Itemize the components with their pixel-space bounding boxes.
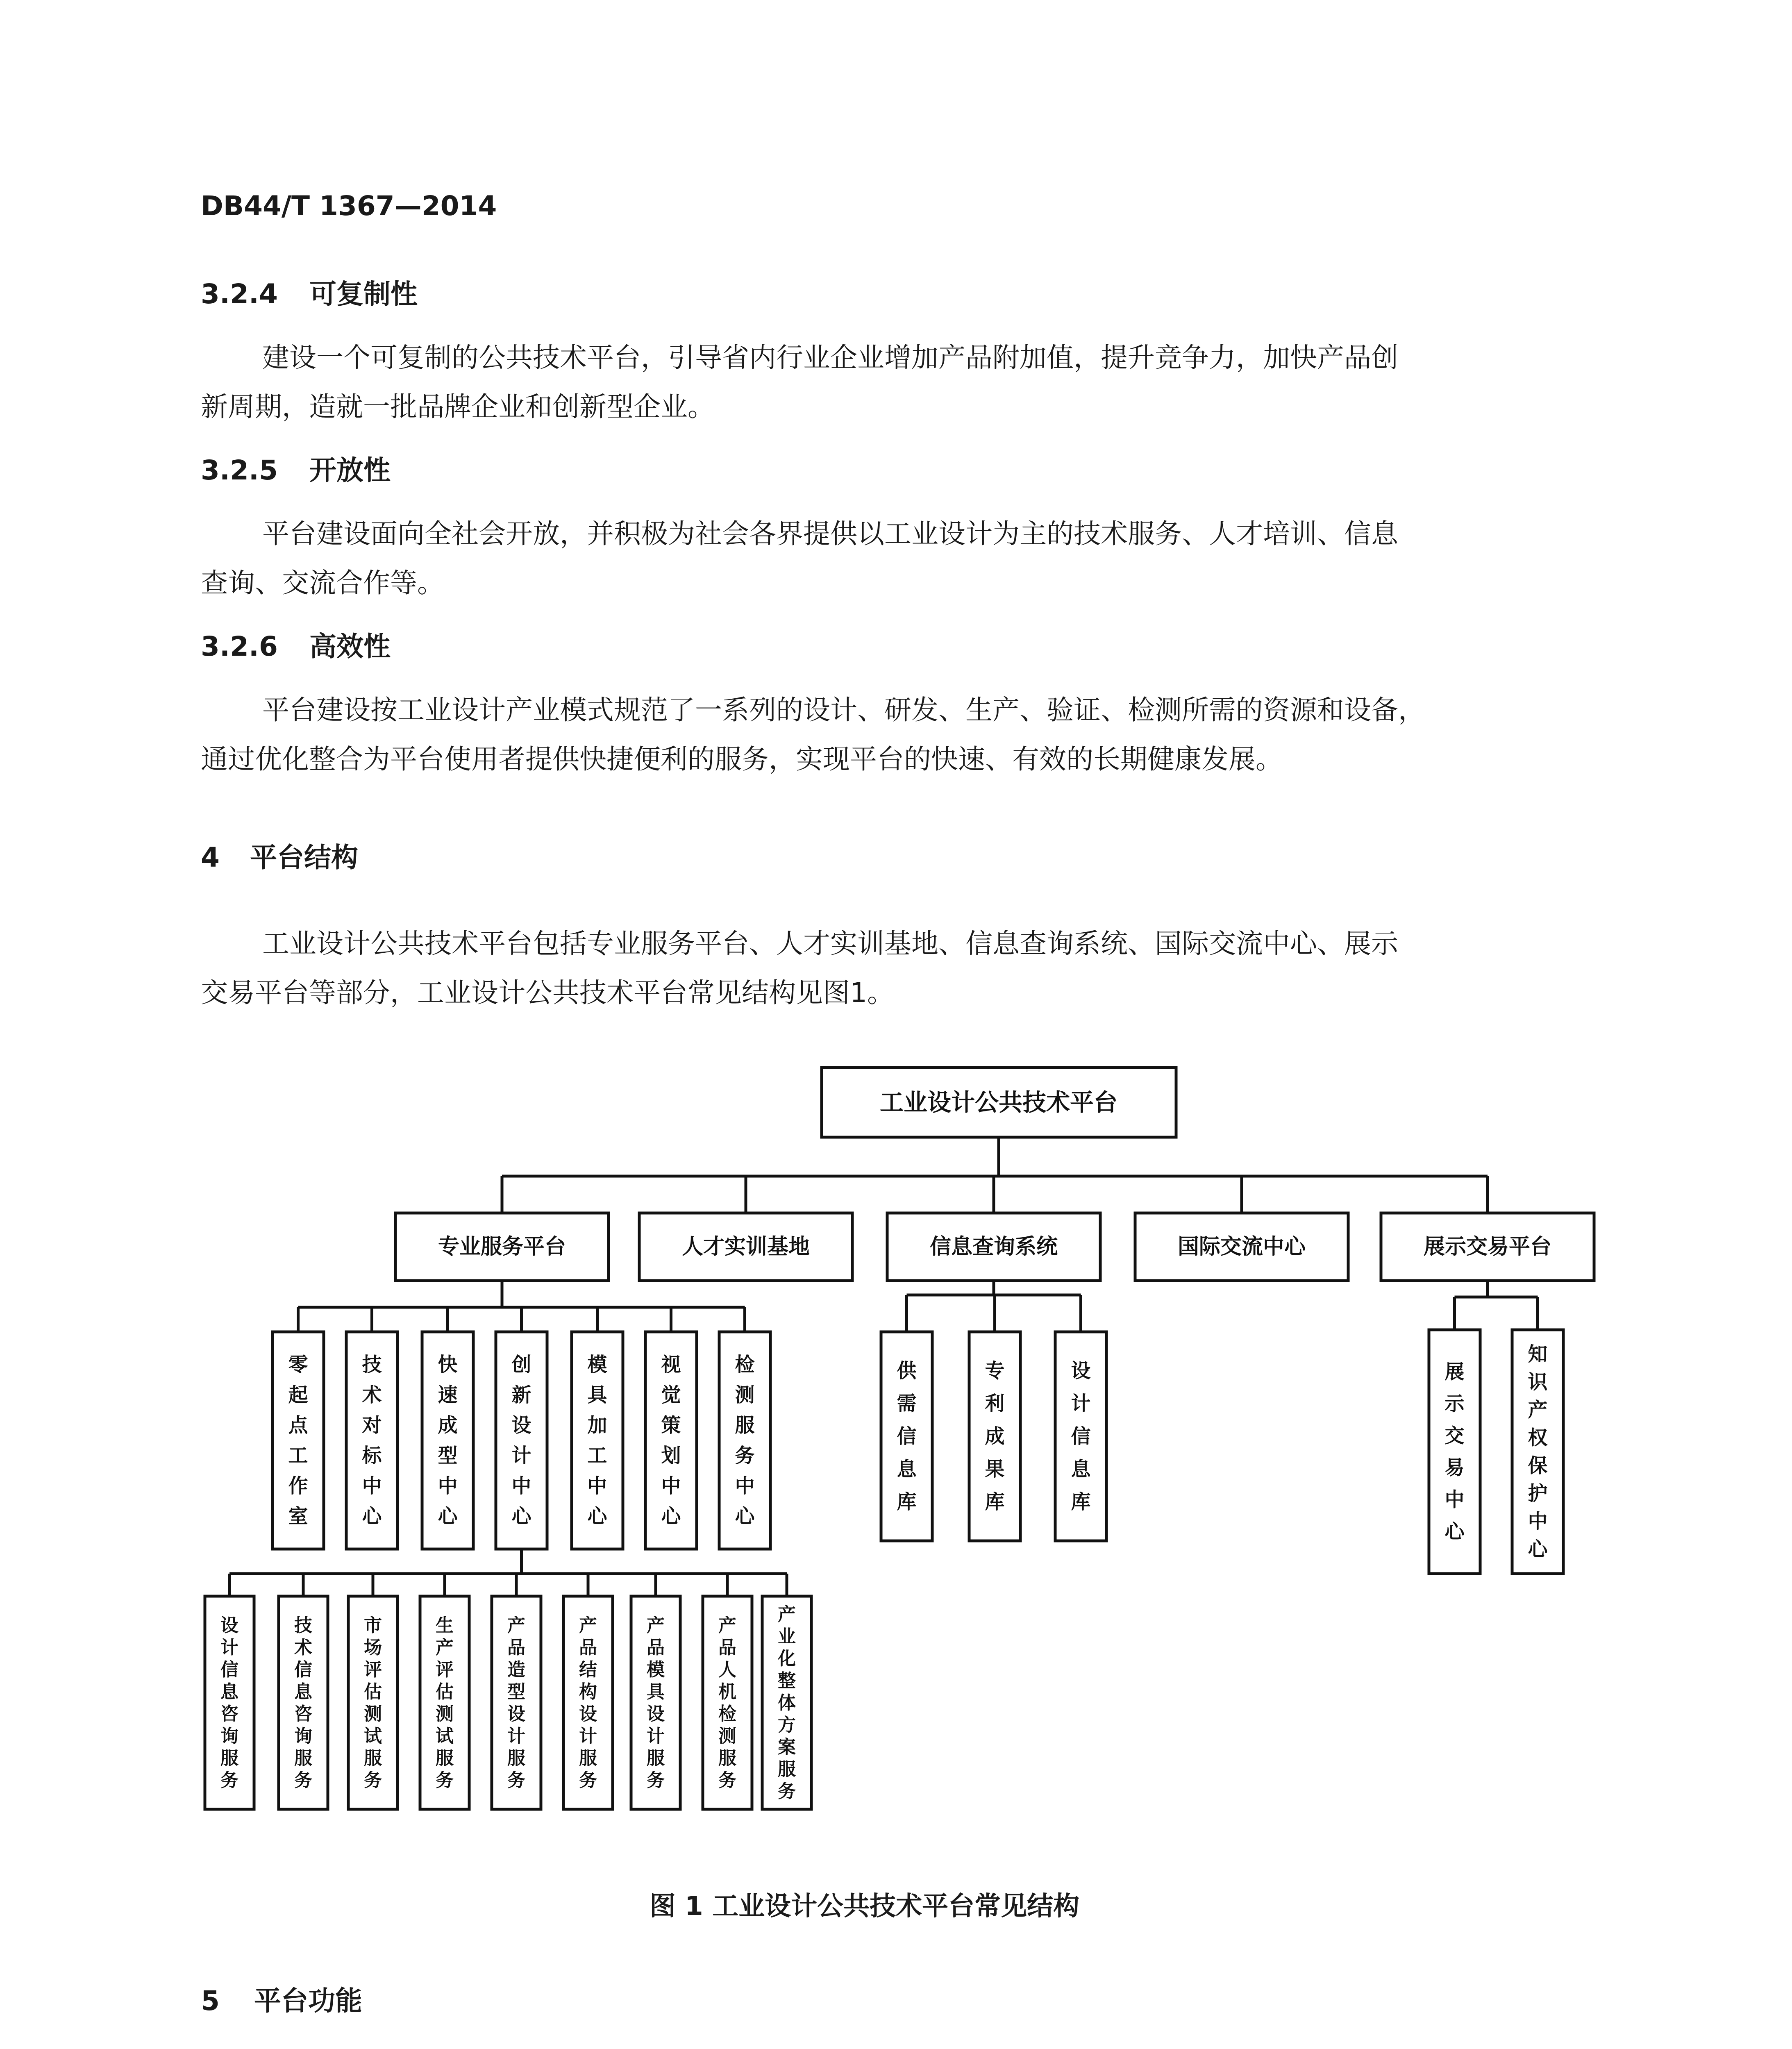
section-title: 高效性: [309, 631, 391, 662]
section-number: 4: [201, 842, 220, 873]
level1-label: 专业服务平台: [438, 1234, 566, 1259]
sub-label: 展示交易中心: [1445, 1360, 1465, 1543]
section-title: 平台结构: [250, 842, 358, 873]
section-number: 3.2.6: [201, 631, 278, 662]
paragraph-line: 工业设计公共技术平台包括专业服务平台、人才实训基地、信息查询系统、国际交流中心、展示: [262, 928, 1398, 959]
paragraph-line: 新周期，造就一批品牌企业和创新型企业。: [201, 391, 715, 423]
sub-label: 零起点工作室: [288, 1353, 308, 1528]
sub-label: 设计信息库: [1071, 1359, 1091, 1513]
document-id: DB44/T 1367—2014: [201, 190, 497, 222]
service-label: 产品模具设计服务: [647, 1615, 665, 1791]
level1-label: 信息查询系统: [929, 1234, 1058, 1259]
sub-label: 检测服务中心: [735, 1353, 755, 1528]
level1-label: 人才实训基地: [681, 1234, 810, 1259]
sub-label: 视觉策划中心: [661, 1353, 681, 1528]
root-label: 工业设计公共技术平台: [879, 1088, 1118, 1116]
sub-label: 创新设计中心: [511, 1353, 531, 1528]
paragraph-line: 通过优化整合为平台使用者提供快捷便利的服务，实现平台的快速、有效的长期健康发展。: [201, 743, 1283, 775]
sub-label: 快速成型中心: [438, 1353, 458, 1528]
level1-label: 展示交易平台: [1423, 1234, 1552, 1259]
figure-caption: 图 1 工业设计公共技术平台常见结构: [650, 1891, 1080, 1922]
sub-label: 模具加工中心: [587, 1353, 607, 1528]
service-label: 产品人机检测服务: [718, 1615, 736, 1791]
section-number: 5: [201, 1985, 220, 2017]
sub-label: 专利成果库: [985, 1359, 1005, 1513]
level1-label: 国际交流中心: [1177, 1234, 1306, 1259]
service-label: 技术信息咨询服务: [294, 1615, 312, 1791]
paragraph-line: 交易平台等部分，工业设计公共技术平台常见结构见图1。: [201, 977, 894, 1009]
paragraph-line: 平台建设面向全社会开放，并积极为社会各界提供以工业设计为主的技术服务、人才培训、信息: [262, 518, 1398, 550]
section-number: 3.2.5: [201, 454, 278, 486]
sub-label: 供需信息库: [897, 1359, 917, 1513]
paragraph-line: 查询、交流合作等。: [201, 567, 444, 599]
service-label: 设计信息咨询服务: [220, 1615, 238, 1791]
service-label: 产业化整体方案服务: [778, 1604, 796, 1802]
service-label: 产品造型设计服务: [507, 1615, 525, 1791]
paragraph-line: 平台建设按工业设计产业模式规范了一系列的设计、研发、生产、验证、检测所需的资源和设备，: [262, 694, 1425, 726]
section-title: 可复制性: [309, 278, 418, 310]
section-number: 3.2.4: [201, 278, 278, 310]
service-label: 市场评估测试服务: [364, 1615, 382, 1791]
section-title: 平台功能: [254, 1985, 362, 2017]
service-label: 生产评估测试服务: [436, 1615, 454, 1791]
sub-box: [1512, 1330, 1563, 1574]
service-label: 产品结构设计服务: [579, 1615, 597, 1791]
paragraph-line: 建设一个可复制的公共技术平台，引导省内行业企业增加产品附加值，提升竞争力，加快产品创: [262, 342, 1398, 373]
sub-label: 知识产权保护中心: [1528, 1343, 1548, 1561]
section-title: 开放性: [309, 454, 391, 486]
sub-label: 技术对标中心: [362, 1353, 382, 1528]
